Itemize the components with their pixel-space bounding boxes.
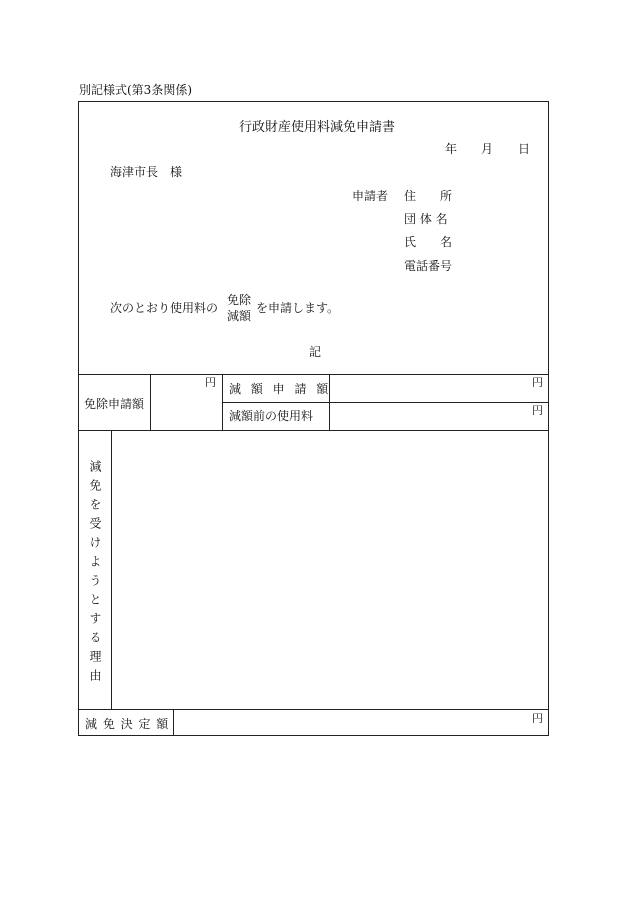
vline-exemption-value: [222, 374, 223, 430]
date-day: 日: [518, 142, 531, 156]
addressee: 海津市長 様: [110, 165, 183, 179]
date-year: 年: [445, 142, 458, 156]
decision-amount-yen: 円: [532, 712, 543, 725]
statement-prefix: 次のとおり使用料の: [110, 301, 219, 315]
exemption-amount-yen: 円: [205, 376, 216, 389]
form-label: 別記様式(第3条関係): [79, 83, 192, 97]
statement-option-reduction: 減額: [227, 309, 252, 323]
vline-exemption-label: [150, 374, 151, 430]
divider-reason-decision: [78, 709, 549, 710]
divider-amount-mid: [222, 402, 549, 403]
divider-amount-reason: [78, 430, 549, 431]
applicant-label: 申請者: [352, 189, 389, 203]
form-title: 行政財産使用料減免申請書: [239, 120, 396, 135]
date-month: 月: [481, 142, 494, 156]
exemption-amount-label: 免除申請額: [84, 397, 145, 411]
pre-reduction-fee-yen: 円: [532, 404, 543, 417]
form-frame: [78, 101, 549, 736]
vline-reason-label: [111, 430, 112, 709]
divider-header-table: [78, 374, 549, 375]
statement-option-exemption: 免除: [227, 293, 252, 307]
vline-decision-label: [173, 709, 174, 736]
reason-label: 減免を受けようとする理由: [88, 460, 102, 688]
pre-reduction-fee-label: 減額前の使用料: [229, 409, 314, 423]
reduction-amount-yen: 円: [532, 376, 543, 389]
statement-suffix: を申請します。: [256, 301, 340, 315]
field-organization-label: 団 体 名: [404, 212, 448, 226]
field-name-label: 氏 名: [404, 235, 453, 249]
decision-amount-label: 減 免 決 定 額: [85, 717, 170, 731]
field-address-label: 住 所: [404, 189, 453, 203]
ki-marker: 記: [309, 345, 322, 359]
reduction-amount-label: 減 額 申 請 額: [229, 382, 332, 396]
field-phone-label: 電話番号: [404, 259, 453, 273]
